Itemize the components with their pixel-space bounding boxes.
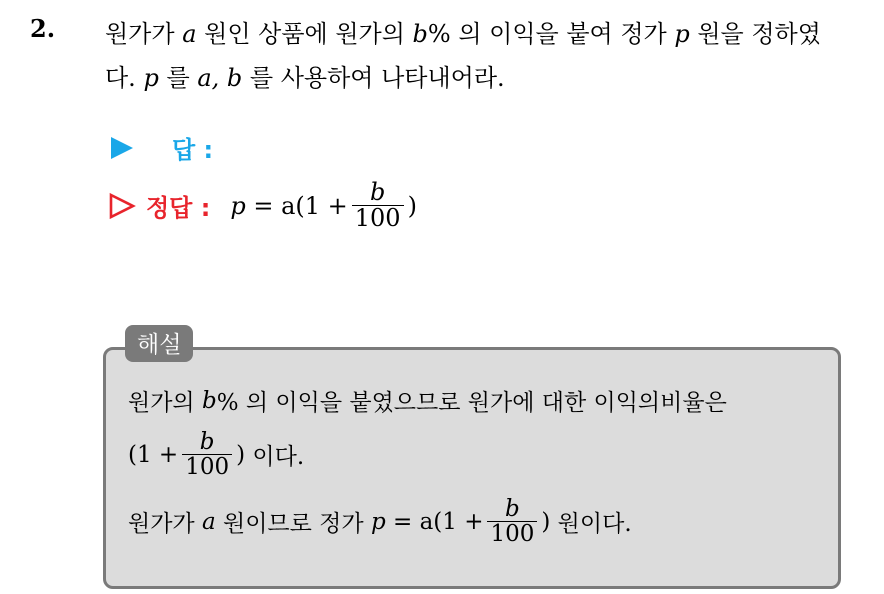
answer-label: 답 : <box>172 136 214 164</box>
question-line-1: 원가가 a 원인 상품에 원가의 b% 의 이익을 붙여 정가 p 원을 정하였 <box>105 20 821 48</box>
explanation-line-1: 원가의 b % 의 이익을 붙였으므로 원가에 대한 이익의비율은 <box>128 387 727 416</box>
explanation-line-2: (1 + $\frac{b}{100}$ ) 이다. <box>128 429 305 481</box>
answer-row <box>108 130 213 165</box>
question-number: 2. <box>30 14 56 43</box>
explanation-fraction-1: $\frac{b}{100}$ <box>182 430 232 479</box>
play-icon <box>108 134 136 162</box>
answer-fraction: $\frac{b}{100}$ <box>352 180 404 231</box>
correct-answer-row <box>108 180 417 231</box>
question-line-2: 다. p 를 a, b 를 사용하여 나타내어라. <box>105 64 505 92</box>
answer-formula: p = a(1 + $\frac{b}{100}$ ) <box>230 178 417 233</box>
explanation-line-3: 원가가 a 원이므로 정가 p = a(1 + $\frac{b}{100}$ ) 원이다. <box>128 496 632 548</box>
play-outline-icon <box>108 192 136 220</box>
explanation-tag: 해설 <box>125 325 193 362</box>
explanation-fraction-2: $\frac{b}{100}$ <box>487 497 537 546</box>
correct-answer-label: 정답 : <box>146 194 211 223</box>
